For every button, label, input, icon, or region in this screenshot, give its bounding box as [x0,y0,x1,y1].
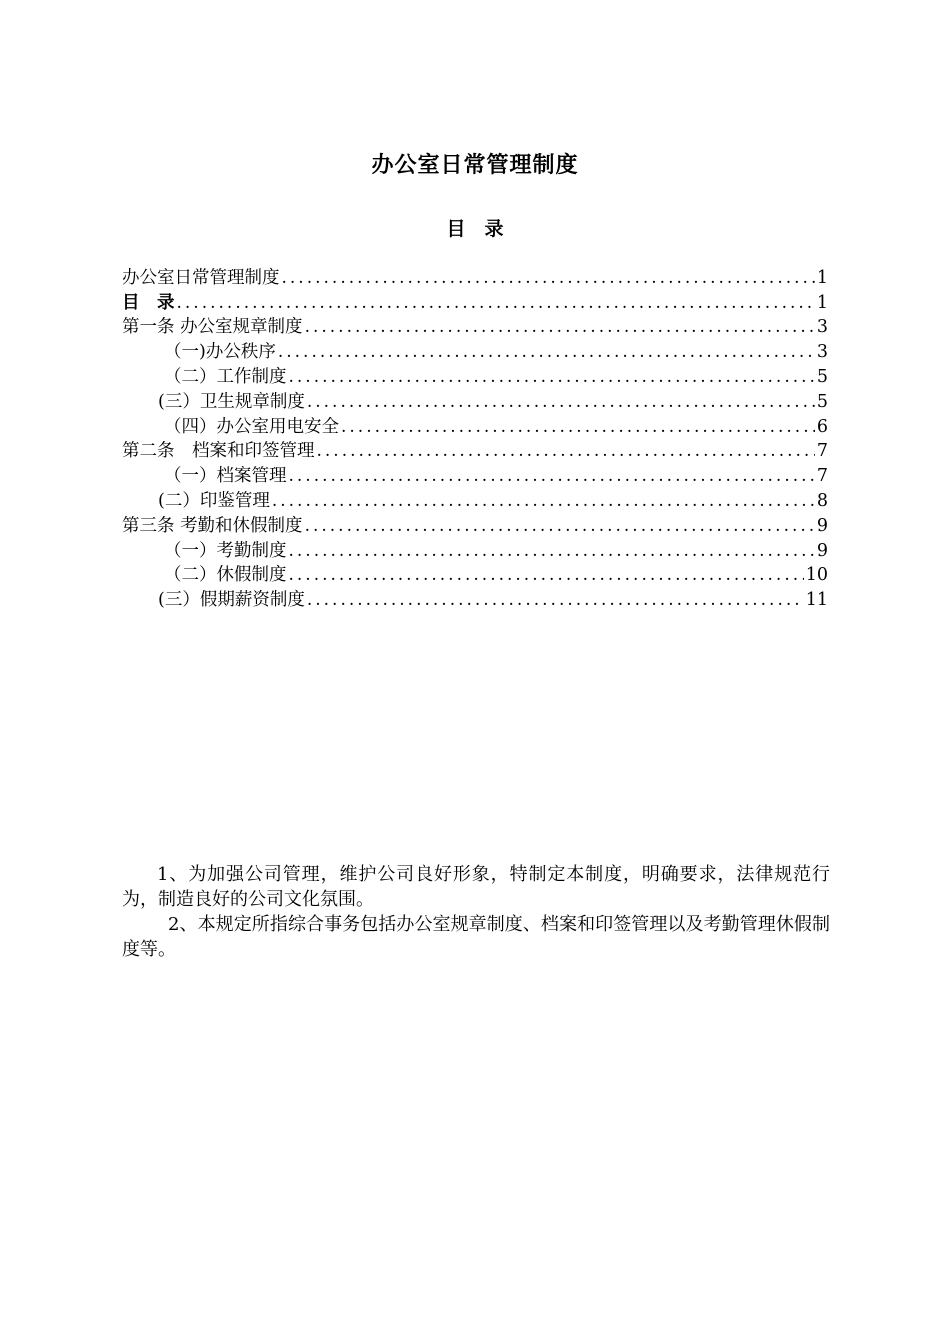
toc-entry-page: 3 [816,342,828,363]
toc-leader-dots [289,563,804,587]
toc-entry-label: （二）工作制度 [164,366,287,387]
toc-entry[interactable] [122,463,828,488]
toc-entry-page: 6 [816,416,828,437]
toc-entry-page: 5 [816,391,828,412]
toc-entry-label: 办公室日常管理制度 [122,267,280,288]
table-of-contents [122,265,828,612]
toc-entry[interactable] [122,339,828,364]
toc-entry-page: 7 [816,466,828,487]
toc-entry-page: 1 [816,267,828,288]
toc-entry[interactable] [122,439,828,464]
toc-entry-page: 8 [816,490,828,511]
toc-entry-page: 11 [805,590,828,611]
toc-entry-page: 3 [816,317,828,338]
toc-leader-dots [177,291,815,315]
toc-entry-label: (二）印鉴管理 [158,490,270,511]
toc-leader-dots [341,415,815,439]
toc-entry[interactable] [122,538,828,563]
toc-entry-page: 5 [816,366,828,387]
toc-entry[interactable] [122,290,828,315]
body-text [122,862,830,962]
paragraph-1: 1、为加强公司管理，维护公司良好形象，特制定本制度，明确要求，法律规范行为，制造良好的公司文化氛围。 [122,864,830,910]
toc-leader-dots [278,340,815,364]
toc-entry-page: 7 [816,441,828,462]
toc-entry-label: （一)办公秩序 [164,342,276,363]
toc-leader-dots [307,588,804,612]
toc-leader-dots [272,489,815,513]
toc-entry-page: 1 [816,292,828,313]
toc-entry[interactable] [122,364,828,389]
toc-leader-dots [282,266,815,290]
toc-entry-label: (三）假期薪资制度 [158,590,305,611]
toc-entry-label: （四）办公室用电安全 [164,416,339,437]
toc-entry-label: 第一条 办公室规章制度 [122,317,303,338]
paragraph-2: 2、本规定所指综合事务包括办公室规章制度、档案和印签管理以及考勤管理休假制度等。 [122,914,830,960]
toc-entry-page: 10 [805,565,828,586]
toc-leader-dots [289,539,815,563]
toc-entry[interactable] [122,587,828,612]
toc-entry-label: （一）考勤制度 [164,540,287,561]
toc-entry[interactable] [122,265,828,290]
toc-entry[interactable] [122,414,828,439]
toc-leader-dots [289,464,815,488]
toc-entry[interactable] [122,513,828,538]
toc-leader-dots [289,365,815,389]
document-title: 办公室日常管理制度 [371,153,579,178]
toc-entry[interactable] [122,488,828,513]
toc-entry-label: 目 录 [122,292,175,313]
toc-leader-dots [305,315,815,339]
toc-leader-dots [307,390,815,414]
toc-leader-dots [317,439,815,463]
toc-entry-page: 9 [816,515,828,536]
toc-entry-page: 9 [816,540,828,561]
toc-entry[interactable] [122,315,828,340]
toc-heading: 目 录 [446,218,504,240]
toc-entry-label: （一）档案管理 [164,466,287,487]
toc-leader-dots [305,514,815,538]
toc-entry-label: (三）卫生规章制度 [158,391,305,412]
toc-entry-label: 第三条 考勤和休假制度 [122,515,303,536]
toc-entry[interactable] [122,563,828,588]
toc-entry-label: （二）休假制度 [164,565,287,586]
toc-entry[interactable] [122,389,828,414]
toc-entry-label: 第二条 档案和印签管理 [122,441,315,462]
